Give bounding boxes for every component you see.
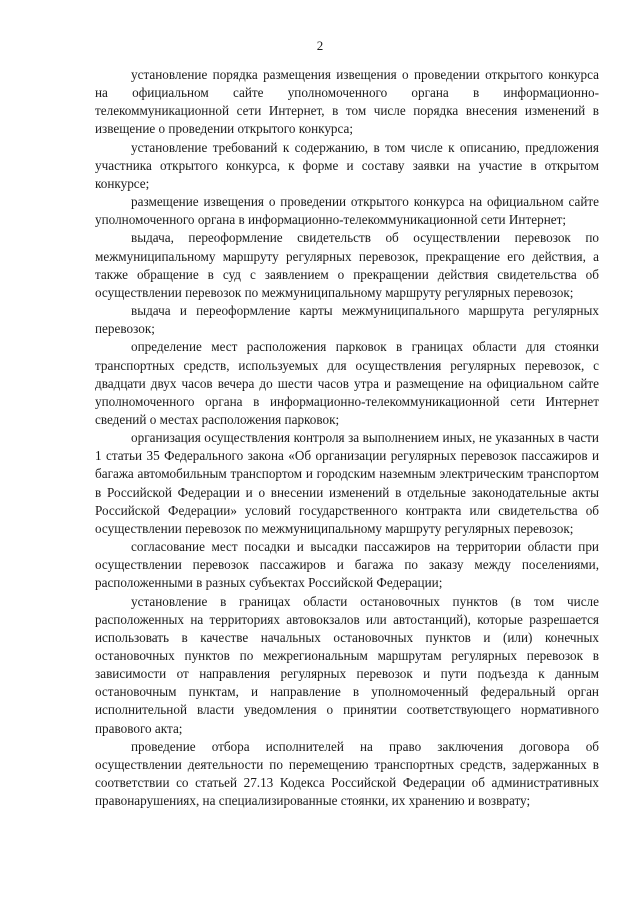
paragraph-vehicle-relocation-selection: проведение отбора исполнителей на право заключения договора об осуществлении деятельности по перемещению транспортных средств, задержанных в соответствии со статьей 27.13 Кодекса Российской Федерации об административных правонарушениях, на специализированные стоянки, их хранению и возврату;: [95, 738, 599, 809]
paragraph-boarding-points-approval: согласование мест посадки и высадки пассажиров на территории области при осуществлении перевозок пассажиров и багажа по заказу между поселениями, расположенными в разных субъектах Российской Федерации;: [95, 539, 599, 591]
paragraph-route-map-issuance: выдача и переоформление карты межмуниципального маршрута регулярных перевозок;: [95, 303, 599, 337]
page-number: 2: [316, 38, 324, 53]
paragraph-certificate-issuance: выдача, переоформление свидетельств об осуществлении перевозок по межмуниципальному маршруту регулярных перевозок, прекращение его действия, а также обращение в суд с заявлением о прекращении действия свидетельства об осуществлении перевозок по межмуниципальному маршруту регулярных перевозок;: [95, 230, 599, 300]
document-body: [95, 66, 599, 810]
paragraph-announcement-posting: размещение извещения о проведении открытого конкурса на официальном сайте уполномоченного органа в информационно-телекоммуникационной сети Интернет;: [95, 194, 599, 228]
paragraph-announcement-procedure: установление порядка размещения извещения о проведении открытого конкурса на официальном сайте уполномоченного органа в информационно-телекоммуникационной сети Интернет, в том числе порядка внесения изменений в извещение о проведении открытого конкурса;: [95, 67, 599, 137]
paragraph-stop-points-establishment: установление в границах области остановочных пунктов (в том числе расположенных на территориях автовокзалов или автостанций), которые разрешается использовать в качестве начальных остановочных пунктов и (или) конечных остановочных пунктов по межрегиональным маршрутам регулярных перевозок в зависимости от направления регулярных перевозок и пути подъезда к данным остановочным пунктам, и направление в уполномоченный федеральный орган исполнительной власти уведомления о принятии соответствующего нормативного правового акта;: [95, 593, 599, 736]
paragraph-contract-control: организация осуществления контроля за выполнением иных, не указанных в части 1 статьи 35 Федерального закона «Об организации регулярных перевозок пассажиров и багажа автомобильным транспортом и городским наземным электрическим транспортом в Российской Федерации и о внесении изменений в отдельные законодательные акты Российской Федерации» условий государственного контракта или свидетельства об осуществлении перевозок по межмуниципальному маршруту регулярных перевозок;: [95, 430, 599, 536]
paragraph-bid-requirements: установление требований к содержанию, в том числе к описанию, предложения участника открытого конкурса, к форме и составу заявки на участие в открытом конкурсе;: [95, 139, 599, 191]
paragraph-parking-locations: определение мест расположения парковок в границах области для стоянки транспортных средств, используемых для осуществления регулярных перевозок, с двадцати двух часов вечера до шести часов утра и размещение на официальном сайте уполномоченного органа в информационно-телекоммуникационной сети Интернет сведений о местах расположения парковок;: [95, 339, 599, 427]
